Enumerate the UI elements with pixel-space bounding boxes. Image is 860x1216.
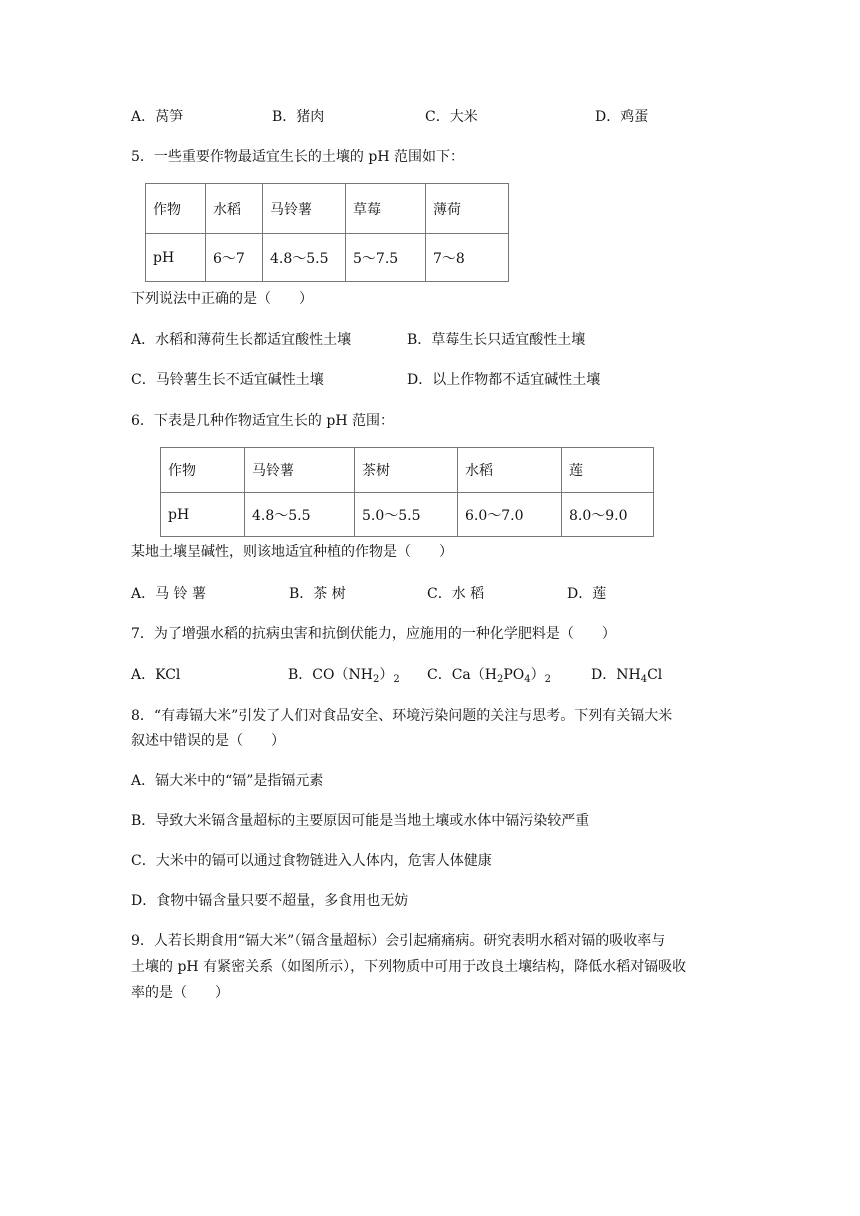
- q6-ph-table: [160, 447, 654, 537]
- q5-option-b: B．草莓生长只适宜酸性土壤: [407, 332, 586, 348]
- q6-stem: 6．下表是几种作物适宜生长的 pH 范围：: [131, 413, 394, 429]
- q6-question: 某地土壤呈碱性，则该地适宜种植的作物是（ ）: [131, 544, 453, 560]
- q6-table-header-row: [161, 448, 654, 493]
- q7-option-b-text: B．CO（NH: [288, 667, 373, 683]
- q5-table-cell: 马铃薯: [263, 184, 346, 234]
- q5-option-a: A．水稻和薄荷生长都适宜酸性土壤: [131, 332, 352, 348]
- q7-option-c: [427, 665, 551, 685]
- q7-option-b-sub: 2: [372, 674, 380, 685]
- q5-table-cell: 5～7.5: [346, 234, 426, 282]
- q7-option-b: [288, 665, 400, 685]
- q7-stem: 7．为了增强水稻的抗病虫害和抗倒伏能力，应施用的一种化学肥料是（ ）: [131, 626, 616, 642]
- q4-option-c: C．大米: [425, 109, 478, 125]
- q6-option-d: D．莲: [567, 586, 607, 602]
- q6-table-cell: 茶树: [355, 448, 458, 493]
- q5-option-d: D．以上作物都不适宜碱性土壤: [407, 372, 601, 388]
- q5-table-cell: 4.8～5.5: [263, 234, 346, 282]
- q6-table-cell: 6.0～7.0: [458, 493, 562, 537]
- q5-table-cell: 作物: [146, 184, 206, 234]
- q9-stem-line-3: 率的是（ ）: [131, 985, 229, 1001]
- q5-table-cell: pH: [146, 234, 206, 282]
- q9-stem-line-1: 9．人若长期食用“镉大米”（镉含量超标）会引起痛痛病。研究表明水稻对镉的吸收率与: [131, 933, 666, 949]
- q7-option-c-sub: 2: [496, 674, 504, 685]
- q4-option-a: A．莴笋: [131, 109, 184, 125]
- q7-option-c-sub: 4: [524, 674, 531, 685]
- q7-option-b-text: ）: [379, 667, 394, 683]
- q5-ph-table: [145, 183, 509, 282]
- q7-option-c-text: ）: [530, 667, 545, 683]
- q6-table-cell: 莲: [562, 448, 654, 493]
- q6-table-cell: 5.0～5.5: [355, 493, 458, 537]
- q7-option-c-sub: 2: [544, 674, 552, 685]
- q6-table-cell: 8.0～9.0: [562, 493, 654, 537]
- q6-table-cell: 4.8～5.5: [245, 493, 355, 537]
- q5-table-cell: 水稻: [206, 184, 263, 234]
- q5-table-cell: 7～8: [426, 234, 509, 282]
- q8-option-b: B．导致大米镉含量超标的主要原因可能是当地土壤或水体中镉污染较严重: [131, 813, 590, 829]
- q8-option-d: D．食物中镉含量只要不超量，多食用也无妨: [131, 893, 409, 909]
- q5-table-cell: 薄荷: [426, 184, 509, 234]
- q9-stem-line-2: 土壤的 pH 有紧密关系（如图所示），下列物质中可用于改良土壤结构，降低水稻对镉吸收: [131, 959, 687, 975]
- q8-stem-line-1: 8．“有毒镉大米”引发了人们对食品安全、环境污染问题的关注与思考。下列有关镉大米: [131, 708, 673, 724]
- q5-table-header-row: [146, 184, 509, 234]
- q7-option-d-text: Cl: [647, 667, 663, 683]
- q6-table-data-row: [161, 493, 654, 537]
- q5-table-cell: 草莓: [346, 184, 426, 234]
- q7-option-b-sub: 2: [393, 674, 400, 685]
- q6-table-cell: 马铃薯: [245, 448, 355, 493]
- q7-option-d-text: D．NH: [591, 667, 641, 683]
- q5-question: 下列说法中正确的是（ ）: [131, 291, 313, 307]
- q7-option-a: A．KCl: [131, 667, 181, 683]
- q6-table-cell: 水稻: [458, 448, 562, 493]
- q7-option-d: [591, 665, 662, 685]
- q5-table-data-row: [146, 234, 509, 282]
- q8-stem-line-2: 叙述中错误的是（ ）: [131, 733, 285, 749]
- q7-option-c-text: C．Ca（H: [427, 667, 497, 683]
- q4-option-b: B．猪肉: [272, 109, 325, 125]
- q4-option-d: D．鸡蛋: [595, 109, 649, 125]
- q6-option-a: A．马 铃 薯: [131, 586, 207, 602]
- q6-table-cell: pH: [161, 493, 245, 537]
- q5-stem: 5．一些重要作物最适宜生长的土壤的 pH 范围如下：: [131, 149, 464, 165]
- q7-option-c-text: PO: [503, 667, 525, 683]
- q5-option-c: C．马铃薯生长不适宜碱性土壤: [131, 372, 324, 388]
- q7-option-d-sub: 4: [640, 674, 648, 685]
- q6-option-b: B．茶 树: [289, 586, 346, 602]
- q8-option-c: C．大米中的镉可以通过食物链进入人体内，危害人体健康: [131, 853, 492, 869]
- q8-option-a: A．镉大米中的“镉”是指镉元素: [131, 773, 324, 789]
- q5-table-cell: 6～7: [206, 234, 263, 282]
- q6-table-cell: 作物: [161, 448, 245, 493]
- q6-option-c: C．水 稻: [427, 586, 485, 602]
